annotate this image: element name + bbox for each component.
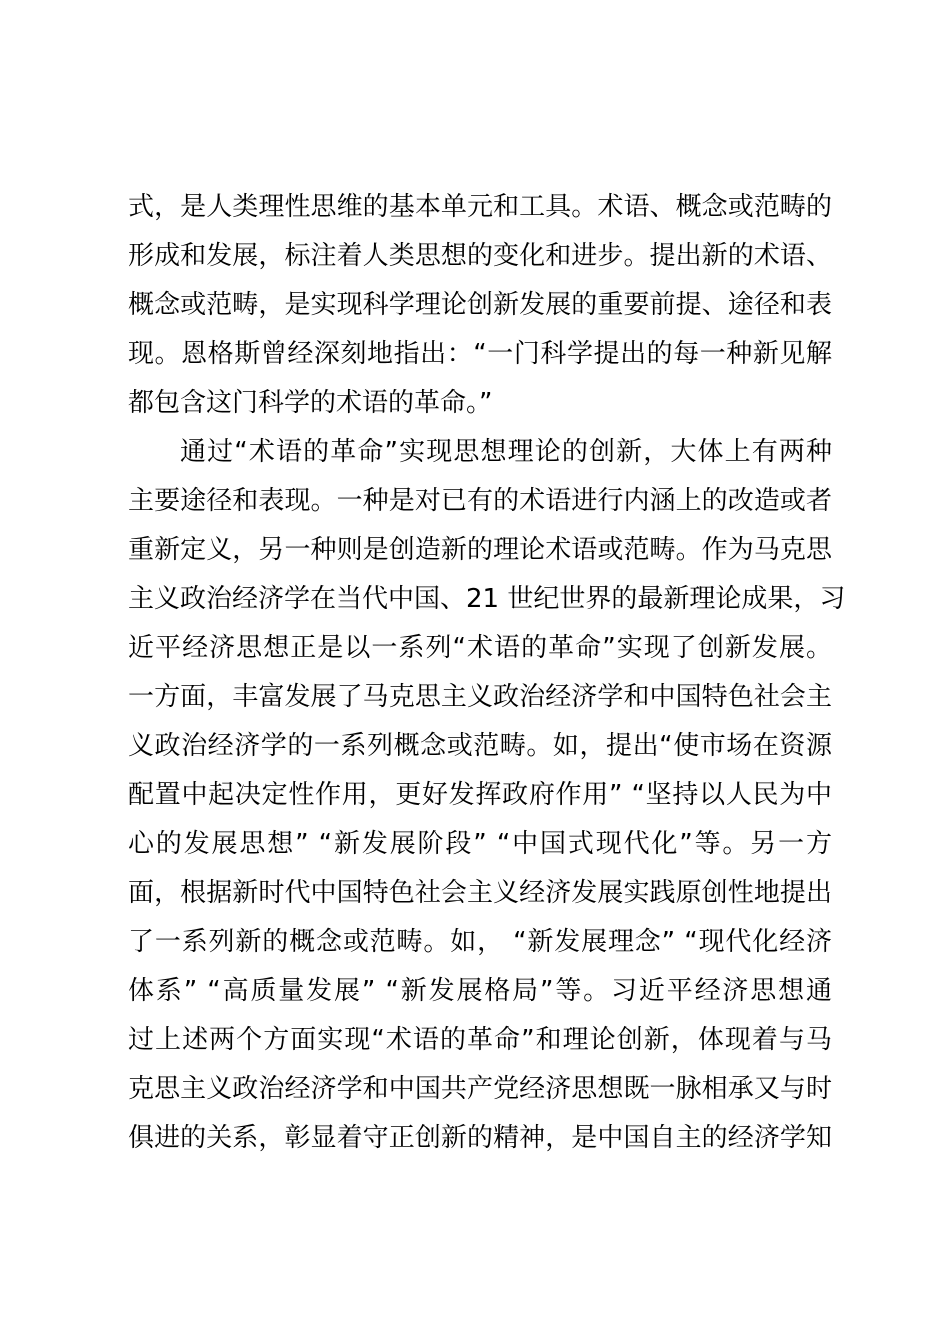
text-line: 现。恩格斯曾经深刻地指出：“一门科学提出的每一种新见解 [128, 339, 832, 369]
text-line: 主义政治经济学在当代中国、21 世纪世界的最新理论成果，习 [128, 584, 846, 614]
text-line: 重新定义，另一种则是创造新的理论术语或范畴。作为马克思 [128, 535, 832, 565]
body-text [128, 183, 846, 1163]
text-line: 形成和发展，标注着人类思想的变化和进步。提出新的术语、 [128, 241, 832, 271]
text-line: 义政治经济学的一系列概念或范畴。如，提出“使市场在资源 [128, 731, 832, 761]
text-line: 概念或范畴，是实现科学理论创新发展的重要前提、途径和表 [128, 290, 832, 320]
text-line: 面，根据新时代中国特色社会主义经济发展实践原创性地提出 [128, 878, 832, 908]
text-line: 主要途径和表现。一种是对已有的术语进行内涵上的改造或者 [128, 486, 832, 516]
text-line: 了一系列新的概念或范畴。如， “新发展理念” “现代化经济 [128, 927, 832, 957]
text-line: 通过“术语的革命”实现思想理论的创新，大体上有两种 [180, 437, 832, 467]
text-line: 体系” “高质量发展” “新发展格局”等。习近平经济思想通 [128, 976, 832, 1006]
text-line: 俱进的关系，彰显着守正创新的精神，是中国自主的经济学知 [128, 1123, 832, 1153]
text-line: 心的发展思想” “新发展阶段” “中国式现代化”等。另一方 [128, 829, 832, 859]
text-line: 一方面，丰富发展了马克思主义政治经济学和中国特色社会主 [128, 682, 832, 712]
text-line: 式，是人类理性思维的基本单元和工具。术语、概念或范畴的 [128, 192, 832, 222]
text-line: 过上述两个方面实现“术语的革命”和理论创新，体现着与马 [128, 1025, 832, 1055]
text-line: 都包含这门科学的术语的革命。” [128, 388, 493, 418]
text-line: 近平经济思想正是以一系列“术语的革命”实现了创新发展。 [128, 633, 832, 663]
text-line: 配置中起决定性作用，更好发挥政府作用” “坚持以人民为中 [128, 780, 832, 810]
text-line: 克思主义政治经济学和中国共产党经济思想既一脉相承又与时 [128, 1074, 832, 1104]
